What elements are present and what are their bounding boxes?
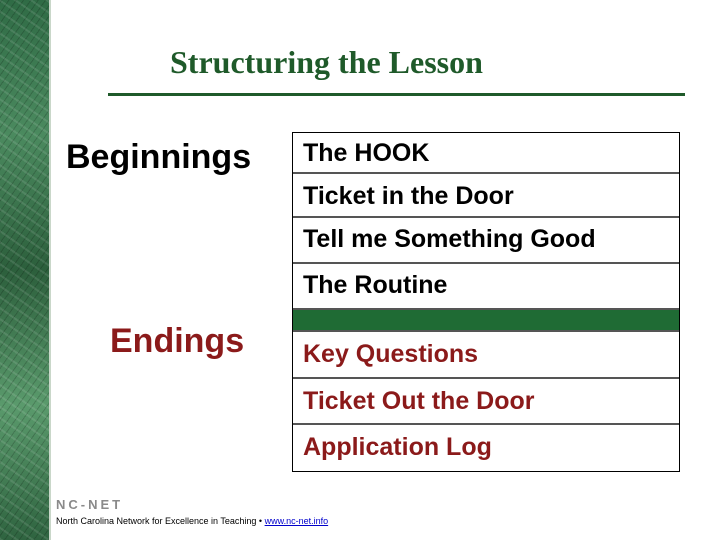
lesson-structure-table bbox=[292, 132, 680, 472]
endings-item: Ticket Out the Door bbox=[303, 387, 535, 415]
section-divider-bar bbox=[293, 310, 679, 332]
beginnings-row bbox=[293, 264, 679, 310]
endings-label: Endings bbox=[110, 322, 245, 360]
sidebar-edge bbox=[49, 0, 51, 540]
endings-row bbox=[293, 379, 679, 425]
title-underline bbox=[108, 93, 685, 96]
endings-row bbox=[293, 425, 679, 471]
beginnings-row bbox=[293, 133, 679, 174]
slide-title: Structuring the Lesson bbox=[170, 44, 483, 80]
decorative-marble-sidebar bbox=[0, 0, 49, 540]
beginnings-row bbox=[293, 174, 679, 218]
beginnings-row bbox=[293, 218, 679, 264]
ncnet-logo: NC-NET bbox=[56, 497, 124, 512]
beginnings-label: Beginnings bbox=[66, 138, 252, 176]
beginnings-item: The Routine bbox=[303, 271, 448, 299]
endings-row bbox=[293, 332, 679, 379]
beginnings-item: Tell me Something Good bbox=[303, 225, 596, 253]
endings-item: Key Questions bbox=[303, 340, 479, 368]
endings-item: Application Log bbox=[303, 433, 492, 461]
footer-website-link[interactable]: www.nc-net.info bbox=[264, 516, 329, 526]
beginnings-item: Ticket in the Door bbox=[303, 182, 514, 210]
beginnings-item: The HOOK bbox=[303, 139, 430, 167]
footer-caption: North Carolina Network for Excellence in Teaching • bbox=[56, 516, 265, 526]
footer-text bbox=[56, 516, 328, 526]
